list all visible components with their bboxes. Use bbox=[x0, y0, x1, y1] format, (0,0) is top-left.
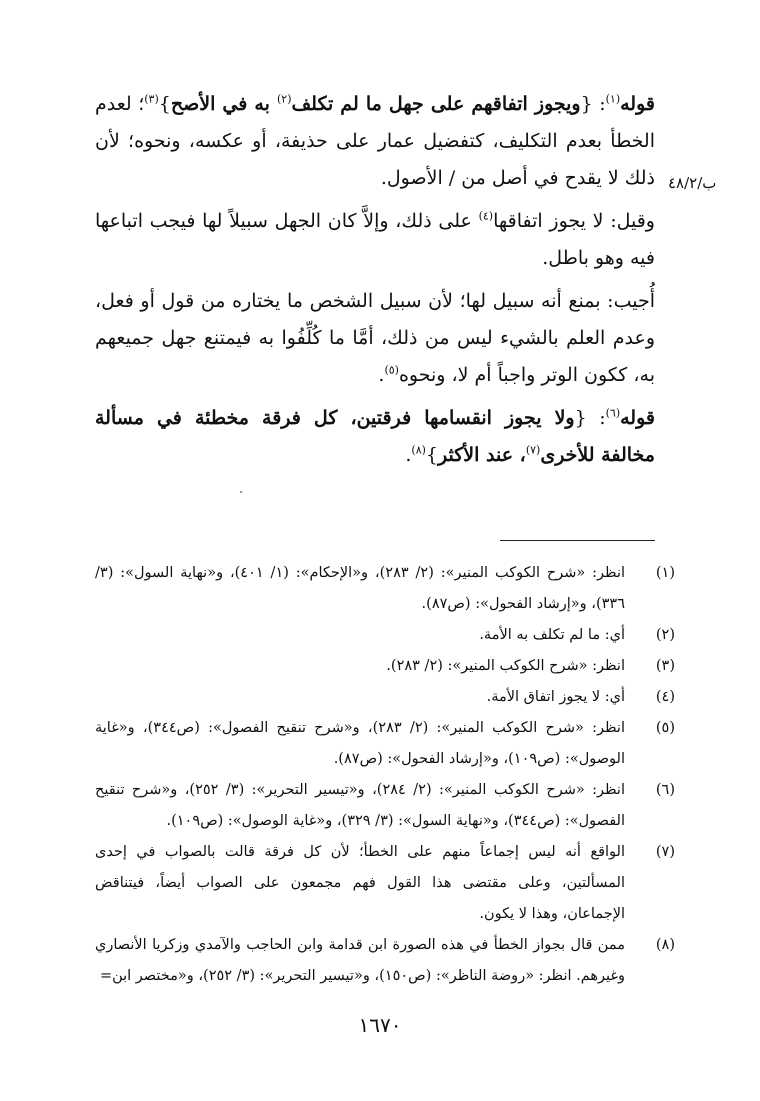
footnote-text: أي: ما لم تكلف به الأمة. bbox=[479, 627, 625, 643]
quote-open: : { bbox=[574, 407, 606, 429]
footnote-text: أي: لا يجوز اتفاق الأمة. bbox=[486, 689, 625, 705]
footnote-number: (٨) bbox=[655, 937, 675, 953]
commentary-text: وقيل: لا يجوز اتفاقها bbox=[493, 210, 655, 232]
footnote-item bbox=[95, 558, 675, 620]
main-text bbox=[95, 86, 655, 480]
quote-lead: قوله bbox=[620, 93, 655, 115]
commentary-text: أُجيب: بمنع أنه سبيل لها؛ لأن سبيل الشخص ما يختاره من قول أو فعل، وعدم العلم بالشيء ليس من ذلك، أمَّا ما كُلِّفُوا به فيمتنع جهل جميعهم به، ككون الوتر واجباً أم لا، ونحوه bbox=[95, 290, 655, 386]
footnote-ref: (٥) bbox=[384, 363, 399, 377]
footnote-ref: (٢) bbox=[276, 92, 292, 106]
footnote-item bbox=[95, 620, 675, 651]
footnotes bbox=[95, 558, 675, 992]
footnote-number: (٣) bbox=[655, 658, 675, 674]
footnote-number: (٧) bbox=[655, 844, 675, 860]
footnote-ref: (٨) bbox=[411, 443, 426, 457]
footnote-item bbox=[95, 930, 675, 992]
footnote-number: (٢) bbox=[655, 627, 675, 643]
page-number: ١٦٧٠ bbox=[358, 1013, 402, 1037]
footnote-ref: (٦) bbox=[605, 406, 621, 420]
footnote-text: الواقع أنه ليس إجماعاً منهم على الخطأ؛ لأن كل فرقة قالت بالصواب في إحدى المسألتين، وعلى مقتضى هذا القول فهم مجمعون على الصواب أيضاً، فيتناقض الإجماعان، وهذا لا يكون. bbox=[95, 844, 625, 922]
footnote-separator bbox=[500, 540, 655, 541]
commentary-text: على ذلك، وإلاَّ كان الجهل سبيلاً لها فيجب اتباعها فيه وهو باطل. bbox=[95, 210, 655, 269]
paragraph-2 bbox=[95, 203, 655, 277]
quote-lead: قوله bbox=[620, 407, 655, 429]
quote-open: : { bbox=[580, 93, 606, 115]
quote-close: } bbox=[158, 93, 171, 115]
footnote-number: (٤) bbox=[655, 689, 675, 705]
footnote-number: (٦) bbox=[655, 782, 675, 798]
footnote-ref: (١) bbox=[605, 92, 621, 106]
footnote-item bbox=[95, 682, 675, 713]
paragraph-3 bbox=[95, 283, 655, 394]
matn-text: ، عند الأكثر bbox=[438, 444, 526, 466]
matn-text: ويجوز اتفاقهم على جهل ما لم تكلف bbox=[291, 93, 581, 115]
commentary-text: . bbox=[378, 364, 385, 386]
footnote-ref: (٧) bbox=[525, 443, 541, 457]
footnote-text: ممن قال بجواز الخطأ في هذه الصورة ابن قدامة وابن الحاجب والآمدي وزكريا الأنصاري وغيرهم. انظر: «روضة الناظر»: (ص١٥٠)، و«تيسير التحرير»: (٣/ ٢٥٢)، و«مختصر ابن= bbox=[95, 937, 625, 984]
footnote-item bbox=[95, 651, 675, 682]
footnote-text: انظر: «شرح الكوكب المنير»: (٢/ ٢٨٣). bbox=[386, 658, 625, 674]
footnote-ref: (٣) bbox=[144, 92, 159, 106]
footnote-number: (٥) bbox=[655, 720, 675, 736]
matn-text: به في الأصح bbox=[170, 93, 277, 115]
margin-folio-note: ب/٤٨/٢ bbox=[668, 174, 717, 192]
paragraph-1 bbox=[95, 86, 655, 197]
paragraph-4 bbox=[95, 400, 655, 474]
footnote-item bbox=[95, 775, 675, 837]
footnote-item bbox=[95, 713, 675, 775]
footnote-text: انظر: «شرح الكوكب المنير»: (٢/ ٢٨٣)، و«الإحكام»: (١/ ٤٠١)، و«نهاية السول»: (٣/ ٣٣٦)، و«إرشاد الفحول»: (ص٨٧). bbox=[95, 565, 626, 612]
footnote-item bbox=[95, 837, 675, 930]
footnote-text: انظر: «شرح الكوكب المنير»: (٢/ ٢٨٤)، و«تيسير التحرير»: (٣/ ٢٥٢)، و«شرح تنقيح الفصول»: (ص٣٤٤)، و«نهاية السول»: (٣/ ٣٢٩)، و«غاية الوصول»: (ص١٠٩). bbox=[95, 782, 625, 829]
footnote-number: (١) bbox=[655, 565, 675, 581]
footnote-ref: (٤) bbox=[478, 209, 494, 223]
quote-close: } bbox=[425, 444, 439, 466]
ink-speck bbox=[240, 491, 242, 493]
footnote-text: انظر: «شرح الكوكب المنير»: (٢/ ٢٨٣)، و«شرح تنقيح الفصول»: (ص٣٤٤)، و«غاية الوصول»: (ص١٠٩)، و«إرشاد الفحول»: (ص٨٧). bbox=[95, 720, 625, 767]
matn-text: ولا يجوز انقسامها فرقتين، كل فرقة مخطئة في مسألة مخالفة للأخرى bbox=[95, 407, 655, 466]
commentary-text: ؛ لعدم الخطأ بعدم التكليف، كتفضيل عمار على حذيفة، أو عكسه، ونحوه؛ لأن ذلك لا يقدح في أصل من / الأصول. bbox=[95, 93, 655, 189]
commentary-text: . bbox=[405, 444, 412, 466]
